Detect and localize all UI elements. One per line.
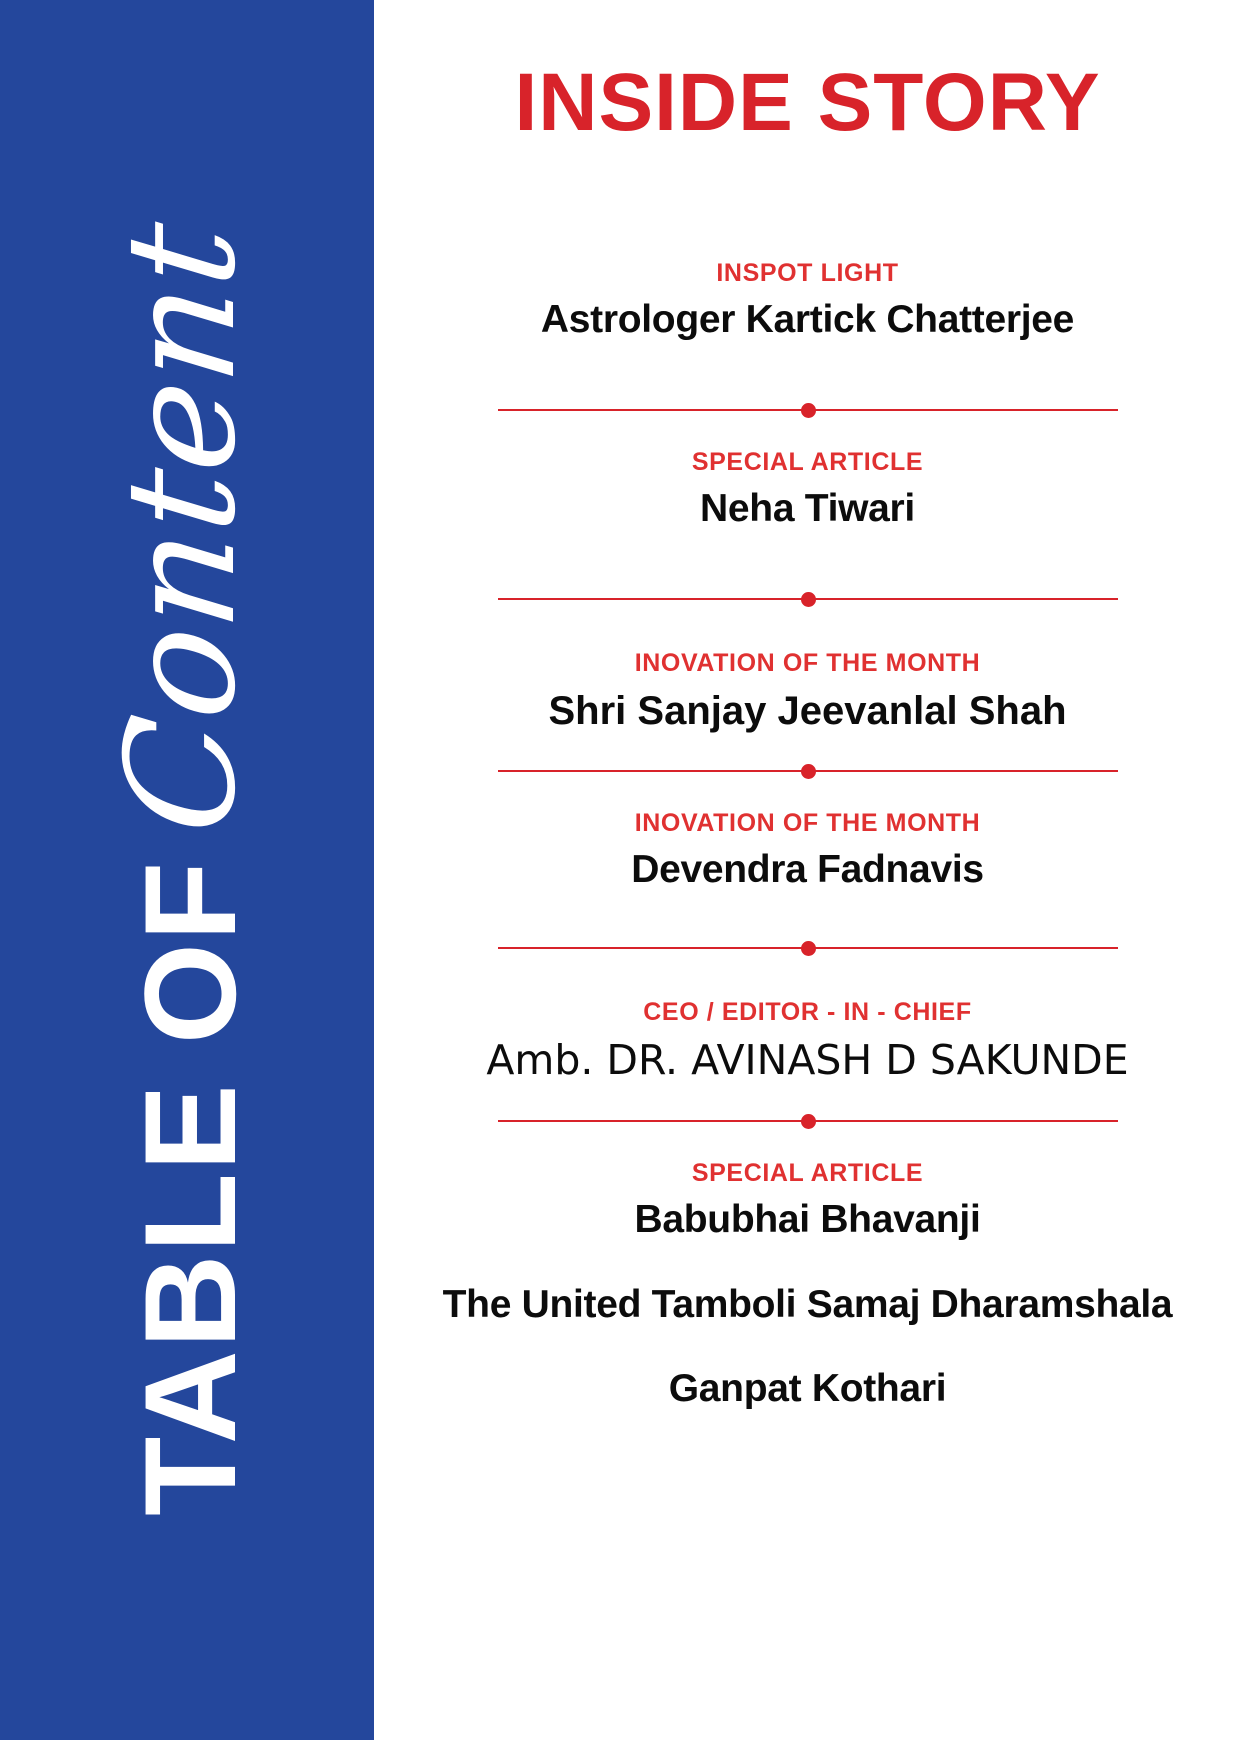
toc-entry[interactable]: [374, 1367, 1241, 1412]
section-divider: [498, 584, 1118, 614]
spacer: [374, 1136, 1241, 1158]
entry-category: INSPOT LIGHT: [716, 259, 899, 287]
table-of-content-heading: [0, 0, 374, 1740]
entry-title: Astrologer Kartick Chatterjee: [540, 298, 1075, 341]
entry-title: Neha Tiwari: [700, 486, 915, 530]
sidebar-inner: [0, 0, 374, 1740]
entry-title: Ganpat Kothari: [668, 1367, 947, 1411]
divider-dot-icon: [801, 764, 816, 779]
toc-entry[interactable]: [374, 1283, 1241, 1328]
spacer: [374, 343, 1241, 395]
entry-category: SPECIAL ARTICLE: [691, 447, 924, 476]
sidebar-heading-line2: Content: [95, 214, 269, 841]
toc-entry[interactable]: [374, 808, 1241, 893]
spacer: [374, 1243, 1241, 1273]
toc-entry-list: [374, 258, 1241, 1412]
spacer: [374, 893, 1241, 933]
toc-entry[interactable]: [374, 258, 1241, 343]
spacer: [374, 614, 1241, 648]
page-title: INSIDE STORY: [514, 57, 1101, 148]
entry-category: CEO / EDITOR - IN - CHIEF: [643, 997, 972, 1026]
entry-title: The United Tamboli Samaj Dharamshala: [442, 1282, 1173, 1326]
spacer: [374, 963, 1241, 997]
spacer: [374, 1327, 1241, 1357]
divider-dot-icon: [801, 403, 816, 418]
section-divider: [498, 395, 1118, 425]
spacer: [374, 786, 1241, 808]
section-divider: [498, 756, 1118, 786]
sidebar-heading-line1: TABLE OF: [117, 859, 263, 1516]
toc-entry[interactable]: [374, 648, 1241, 734]
toc-entry[interactable]: [374, 997, 1241, 1084]
spacer: [374, 532, 1241, 584]
divider-dot-icon: [801, 592, 816, 607]
entry-title: Devendra Fadnavis: [631, 847, 984, 891]
content-column: [374, 0, 1241, 1755]
entry-title: Babubhai Bhavanji: [634, 1197, 981, 1241]
toc-entry[interactable]: [374, 447, 1241, 532]
entry-category: INOVATION OF THE MONTH: [634, 648, 981, 677]
spacer: [374, 425, 1241, 447]
toc-entry[interactable]: [374, 1158, 1241, 1243]
entry-category: INOVATION OF THE MONTH: [634, 808, 981, 837]
spacer: [374, 1084, 1241, 1106]
entry-title: Amb. DR. AVINASH D SAKUNDE: [486, 1035, 1129, 1084]
entry-title: Shri Sanjay Jeevanlal Shah: [548, 688, 1067, 733]
spacer: [374, 734, 1241, 756]
section-divider: [498, 1106, 1118, 1136]
divider-dot-icon: [801, 1114, 816, 1129]
divider-dot-icon: [801, 941, 816, 956]
section-divider: [498, 933, 1118, 963]
sidebar: [0, 0, 374, 1740]
entry-category: SPECIAL ARTICLE: [691, 1158, 924, 1187]
